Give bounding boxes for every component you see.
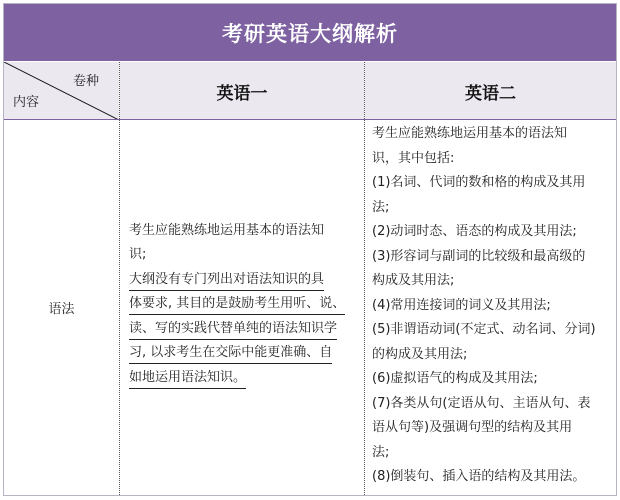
text-line: (8)倒装句、插入语的结构及其用法。 — [372, 469, 586, 484]
corner-label-paper-type: 卷种 — [72, 74, 99, 89]
text-line: (1)名词、代词的数和格的构成及其用 — [372, 175, 586, 190]
corner-header-cell — [4, 62, 119, 120]
text-line: 识，其中包括: — [372, 150, 455, 166]
table-title: 考研英语大纲解析 — [4, 4, 616, 61]
text-line: 考生应能熟练地运用基本的语法知 — [372, 126, 568, 141]
text-line: (6)虚拟语气的构成及其用法; — [372, 371, 538, 386]
syllabus-table — [3, 3, 617, 496]
column-divider — [119, 62, 120, 495]
text-line: (5)非谓语动词(不定式、动名词、分词) — [372, 322, 596, 337]
text-line: 构成及其用法; — [372, 273, 455, 288]
text-line: 语从句等)及强调句型的结构及其用 — [372, 420, 573, 435]
text-line: 法; — [372, 199, 390, 215]
english-1-cell — [129, 120, 361, 495]
english-2-cell — [372, 120, 616, 495]
text-line: (3)形容词与副词的比较级和最高级的 — [372, 248, 586, 264]
underlined-text-line: 如地运用语法知识。 — [129, 368, 246, 389]
underlined-text-line: 大纲没有专门列出对语法知识的具 — [129, 270, 324, 291]
column-divider — [364, 62, 365, 495]
text-line: 法; — [372, 444, 390, 460]
underlined-text-line: 习, 以求考生在交际中能更准确、自 — [129, 343, 332, 364]
row-label: 语法 — [48, 302, 75, 317]
corner-label-content: 内容 — [13, 95, 40, 110]
text-line: (4)常用连接词的词义及其用法; — [372, 297, 551, 313]
underlined-text-line: 读、写的实践代替单纯的语法知识学 — [129, 319, 337, 340]
text-line: 的构成及其用法; — [372, 346, 468, 362]
text-line: 考生应能熟练地运用基本的语法知 — [129, 222, 325, 238]
text-line: 识; — [129, 247, 147, 263]
row-label-cell — [4, 120, 119, 495]
text-line: (7)各类从句(定语从句、主语从句、表 — [372, 395, 591, 411]
text-line: (2)动词时态、语态的构成及其用法; — [372, 224, 577, 239]
underlined-text-line: 体要求, 其目的是鼓励考生用听、说、 — [129, 294, 345, 315]
header-english-2: 英语二 — [365, 62, 616, 120]
header-english-1: 英语一 — [120, 62, 364, 120]
